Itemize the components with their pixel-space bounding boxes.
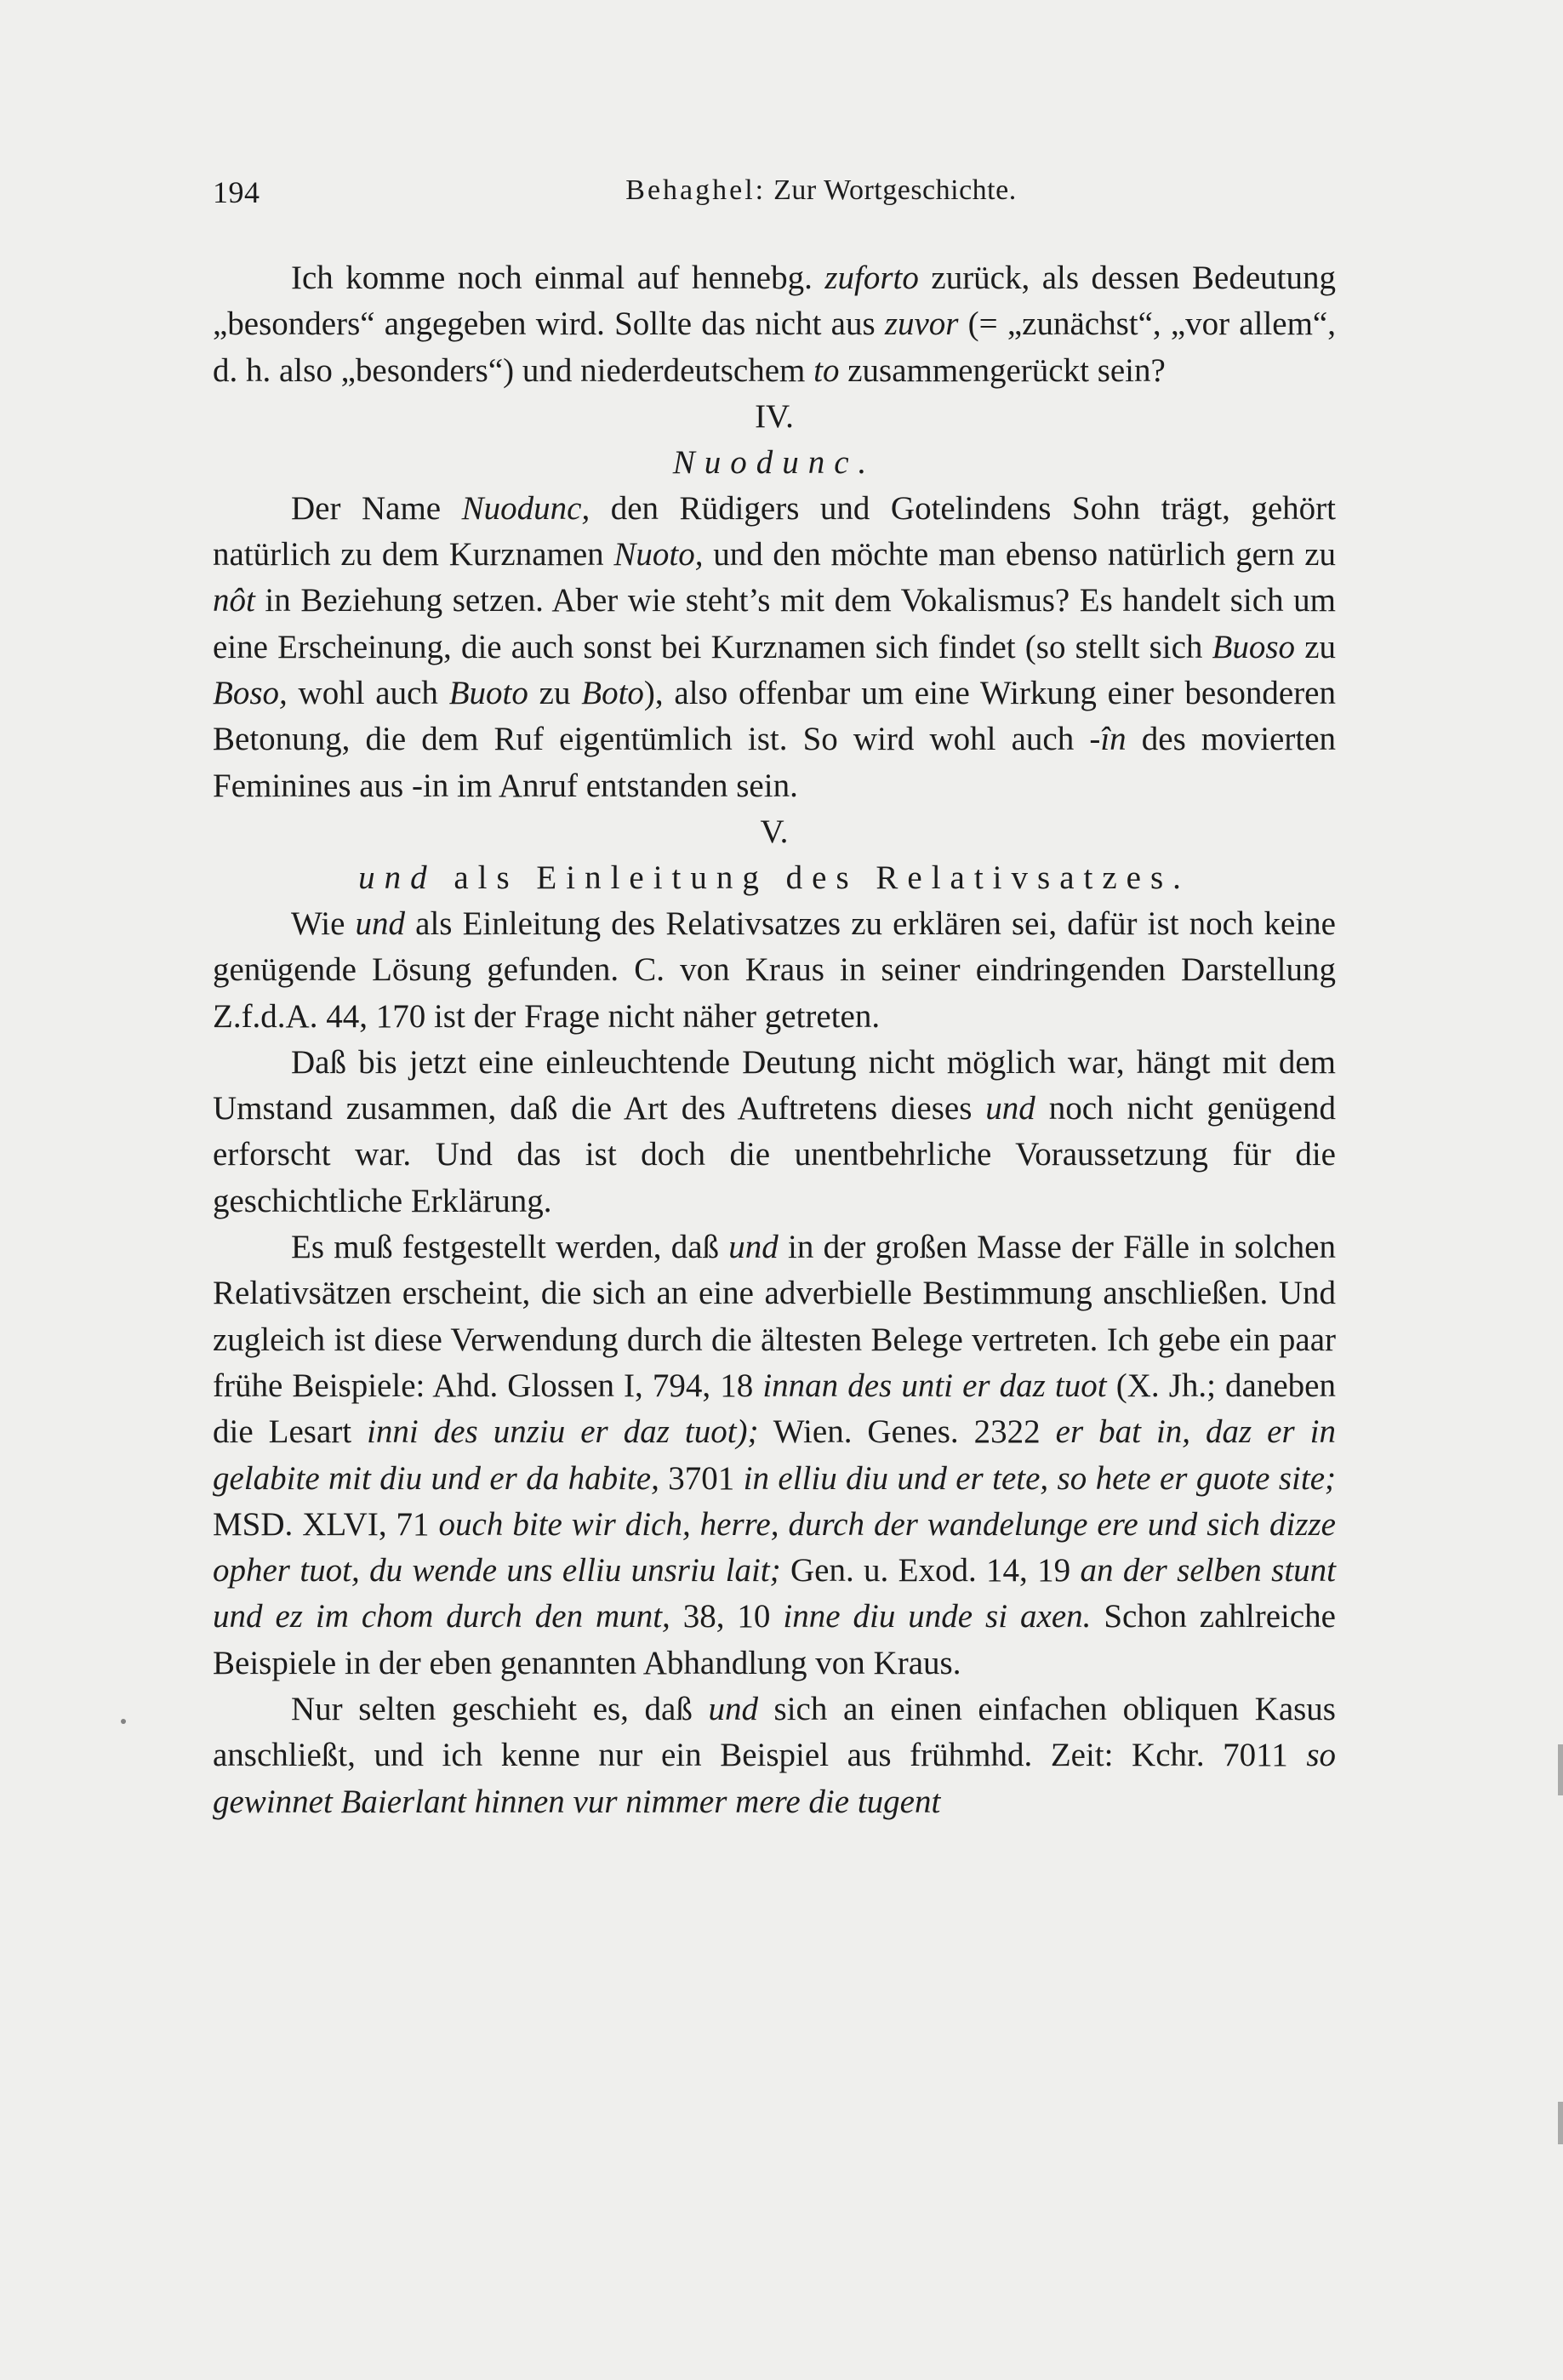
- section-title: [213, 440, 1336, 486]
- paragraph: [213, 255, 1336, 394]
- page-header: [213, 174, 1336, 217]
- running-head-author: Behaghel:: [625, 174, 767, 206]
- italic-text: Boto: [581, 675, 644, 712]
- text-run: Ich komme noch einmal auf hennebg.: [291, 260, 825, 296]
- scan-dust-mark: [121, 1719, 126, 1724]
- text-run: Wien. Genes. 2322: [758, 1413, 1056, 1451]
- italic-text: zuforto: [824, 260, 919, 296]
- italic-text: Buoso: [1212, 628, 1296, 665]
- text-run: Nur selten geschieht es, daß: [291, 1691, 709, 1728]
- text-run: zusammengerückt sein?: [839, 351, 1166, 389]
- running-head: [213, 174, 1336, 207]
- text-run: Wie: [291, 905, 356, 942]
- running-head-title: Zur Wortgeschichte.: [773, 174, 1017, 206]
- text-run: 38, 10: [670, 1598, 784, 1635]
- text-run: ), also offenbar um eine Wirkung einer besonderen Betonung, die dem Ruf eigentümlich ist. So wird wohl auch: [213, 675, 1336, 758]
- italic-text: Boso,: [213, 675, 288, 712]
- italic-text: und: [355, 905, 406, 942]
- italic-text: in elliu diu und er tete, so hete er guote site;: [743, 1459, 1337, 1497]
- italic-text: an der selben stunt und ez im chom durch den munt,: [213, 1552, 1336, 1635]
- text-run: (X. Jh.; daneben die Lesart: [213, 1367, 1336, 1451]
- paragraph: [213, 1224, 1336, 1687]
- text-run: wohl auch: [287, 675, 449, 712]
- text-run: in der großen Masse der Fälle in solchen Relativsätzen erscheint, die sich an eine adverbielle Bestimmung anschließen. Und zugleich ist diese Verwendung durch die ältesten Belege vertreten. Ich gebe ein paar frühe Beispiele: Ahd. Glossen I, 794, 18: [213, 1229, 1336, 1404]
- text-run: des movierten Feminines aus -in im Anruf entstanden sein.: [213, 721, 1336, 804]
- italic-text: und: [708, 1691, 758, 1728]
- text-run: zurück, als dessen Bedeutung „besonders“ angegeben wird. Sollte das nicht aus: [213, 260, 1336, 343]
- text-run: Gen. u. Exod. 14, 19: [780, 1552, 1081, 1590]
- text-run: in Beziehung setzen. Aber wie steht’s mit dem Vokalismus? Es handelt sich um eine Erscheinung, die auch sonst bei Kurznamen sich findet (so stellt sich: [213, 582, 1336, 665]
- italic-text: Buoto: [448, 675, 528, 712]
- section-title: [213, 855, 1336, 901]
- text-run: sich an einen einfachen obliquen Kasus anschließt, und ich kenne nur ein Beispiel aus frühmhd. Zeit: Kchr. 7011: [213, 1691, 1336, 1774]
- text-run: und den möchte man ebenso natürlich gern zu: [703, 536, 1336, 574]
- section-number: V.: [760, 813, 789, 850]
- text-run: Der Name: [291, 489, 462, 527]
- article-body: [213, 255, 1336, 1825]
- text-run: noch nicht genügend erforscht war. Und das ist doch die unentbehrliche Voraussetzung für die geschichtliche Erklärung.: [213, 1090, 1336, 1219]
- text-run: als Einleitung des Relativsatzes.: [436, 859, 1190, 896]
- italic-text: und: [985, 1090, 1035, 1127]
- italic-text: so gewinnet Baierlant hinnen vur nimmer mere die tugent: [213, 1737, 1336, 1820]
- italic-text: er bat in, daz er in gelabite mit diu und er da habite,: [213, 1413, 1336, 1497]
- italic-text: und: [728, 1229, 779, 1266]
- italic-text: to: [813, 351, 840, 389]
- text-run: 3701: [659, 1459, 744, 1497]
- paragraph: [213, 486, 1336, 809]
- italic-text: inne diu unde si axen.: [783, 1598, 1092, 1635]
- text-run: Daß bis jetzt eine einleuchtende Deutung nicht möglich war, hängt mit dem Umstand zusammen, daß die Art des Auftretens dieses: [213, 1043, 1336, 1127]
- paragraph: [213, 1040, 1336, 1224]
- text-run: als Einleitung des Relativsatzes zu erklären sei, dafür ist noch keine genügende Lösung gefunden. C. von Kraus in seiner eindringenden Darstellung Z.f.d.A. 44, 170 ist der Frage nicht näher getreten.: [213, 905, 1336, 1035]
- paragraph: [213, 901, 1336, 1040]
- italic-text: zuvor: [884, 305, 959, 343]
- text-run: Schon zahlreiche Beispiele in der eben genannten Abhandlung von Kraus.: [213, 1598, 1336, 1681]
- text-run: Es muß festgestellt werden, daß: [291, 1229, 729, 1266]
- text-run: den Rüdigers und Gotelindens Sohn trägt, gehört natürlich zu dem Kurznamen: [213, 489, 1336, 574]
- italic-text: und: [358, 859, 436, 896]
- page-number: 194: [213, 175, 260, 209]
- section-number: IV.: [755, 397, 794, 435]
- italic-text: Nuodunc,: [461, 489, 590, 527]
- page-edge-shadow: [1558, 1744, 1563, 1795]
- italic-text: inni des unziu er daz tuot);: [367, 1413, 759, 1451]
- text-run: (= „zunächst“, „vor allem“, d. h. also „besonders“) und niederdeutschem: [213, 305, 1336, 389]
- text-run: zu: [528, 675, 582, 712]
- text-run: MSD. XLVI, 71: [213, 1505, 439, 1543]
- text-run: zu: [1295, 628, 1337, 665]
- italic-text: ouch bite wir dich, herre, durch der wandelunge ere und sich dizze opher tuot, du wende uns elliu unsriu lait;: [213, 1505, 1336, 1590]
- page-edge-shadow: [1558, 2102, 1563, 2144]
- italic-text: -în: [1089, 721, 1127, 758]
- italic-text: nôt: [213, 582, 255, 619]
- paragraph: [213, 1687, 1336, 1825]
- italic-text: Nuoto,: [613, 536, 704, 574]
- italic-text: innan des unti er daz tuot: [762, 1367, 1107, 1404]
- italic-text: Nuodunc.: [672, 443, 876, 481]
